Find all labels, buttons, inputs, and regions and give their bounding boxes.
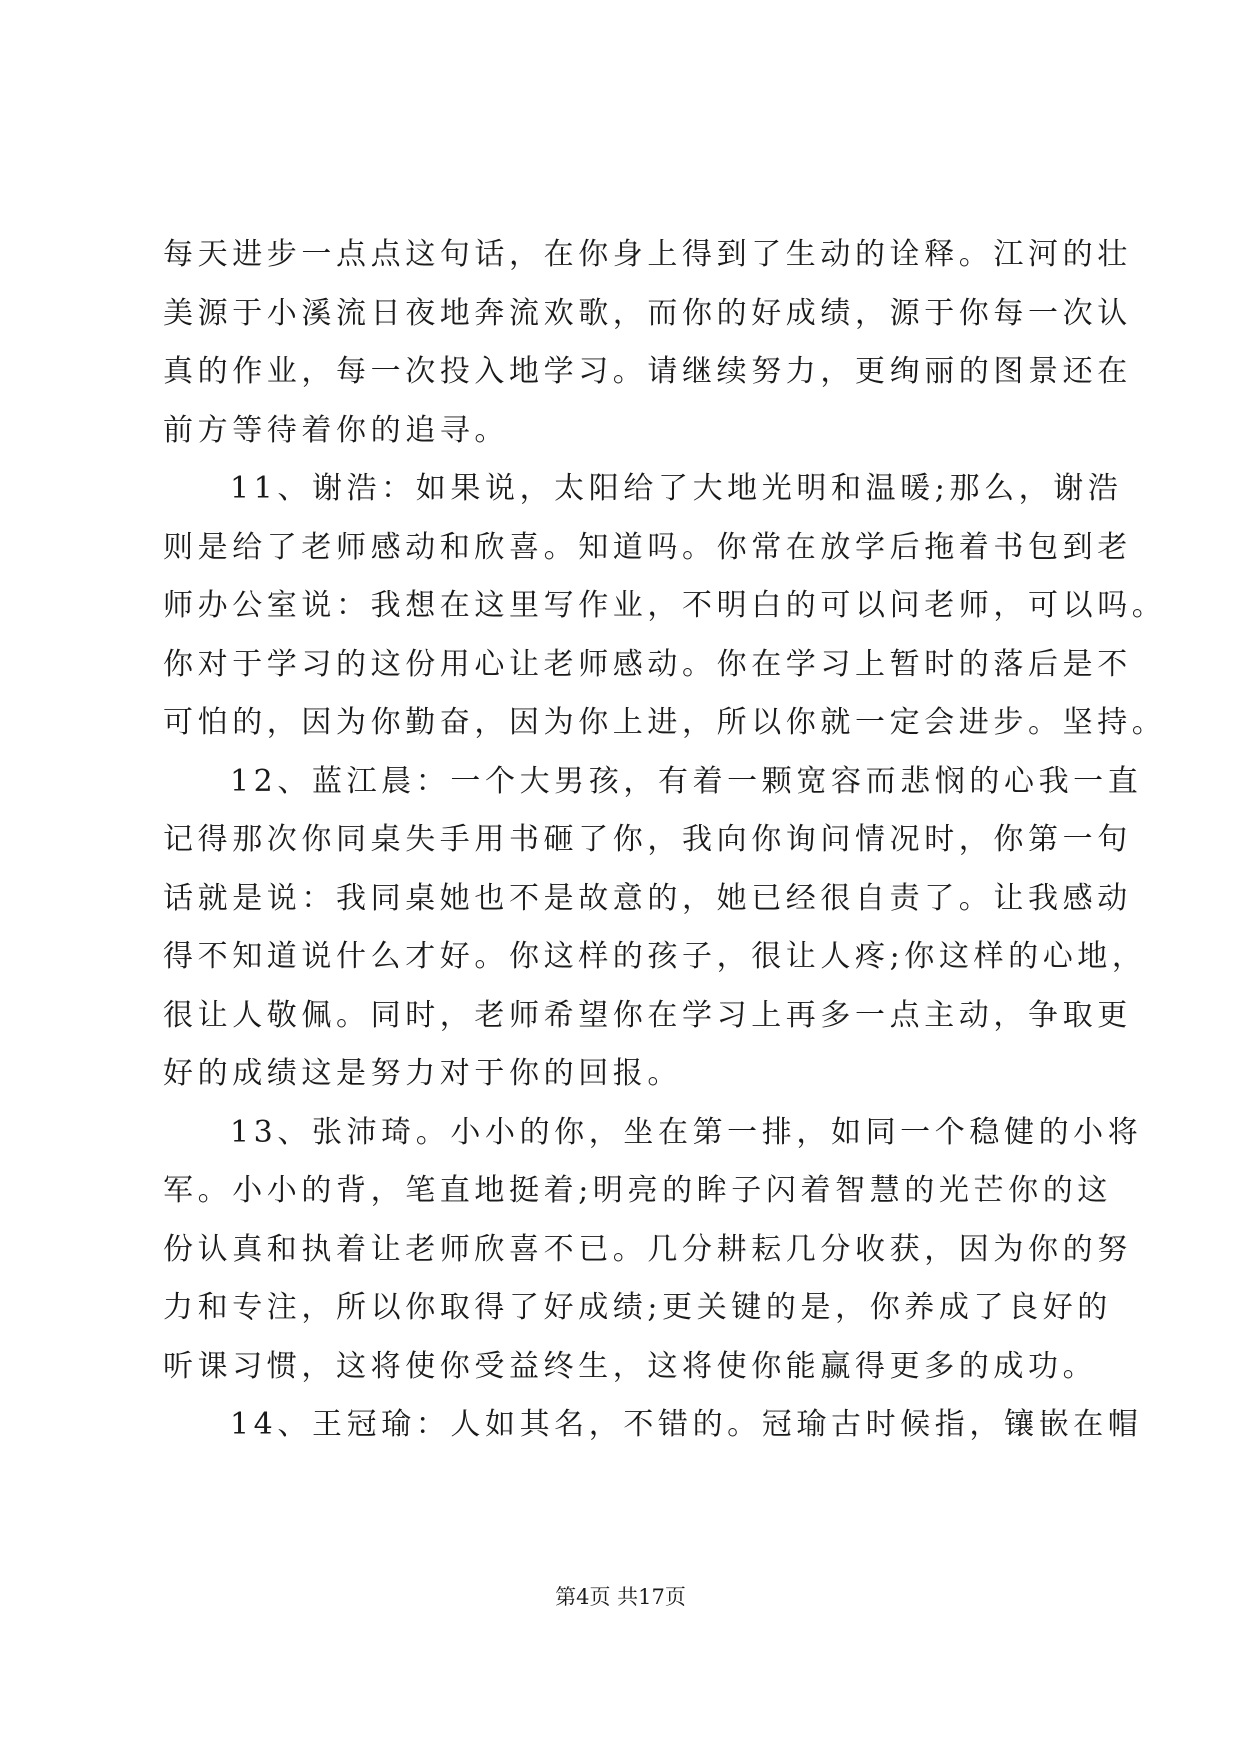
text-line: 力和专注，所以你取得了好成绩;更关键的是，你养成了良好的 <box>163 1290 1112 1325</box>
text-line: 11、谢浩：如果说，太阳给了大地光明和温暖;那么，谢浩 <box>230 471 1123 506</box>
paragraph-1 <box>163 226 1132 460</box>
text-line: 军。小小的背，笔直地挺着;明亮的眸子闪着智慧的光芒你的这 <box>163 1173 1112 1208</box>
text-line: 美源于小溪流日夜地奔流欢歌，而你的好成绩，源于你每一次认 <box>163 295 1132 331</box>
paragraph-4 <box>163 1104 1143 1397</box>
text-line: 每天进步一点点这句话，在你身上得到了生动的诠释。江河的壮 <box>163 237 1132 272</box>
text-line: 你对于学习的这份用心让老师感动。你在学习上暂时的落后是不 <box>163 646 1132 682</box>
text-line: 12、蓝江晨：一个大男孩，有着一颗宽容而悲悯的心我一直 <box>230 763 1143 799</box>
text-line: 记得那次你同桌失手用书砸了你，我向你询问情况时，你第一句 <box>163 822 1132 857</box>
text-line: 得不知道说什么才好。你这样的孩子，很让人疼;你这样的心地， <box>163 939 1147 974</box>
text-line: 好的成绩这是努力对于你的回报。 <box>163 1056 682 1091</box>
text-line: 师办公室说：我想在这里写作业，不明白的可以问老师，可以吗。 <box>163 588 1167 623</box>
text-line: 份认真和执着让老师欣喜不已。几分耕耘几分收获，因为你的努 <box>163 1231 1132 1267</box>
text-line: 13、张沛琦。小小的你，坐在第一排，如同一个稳健的小将 <box>230 1114 1143 1150</box>
text-line: 很让人敬佩。同时，老师希望你在学习上再多一点主动，争取更 <box>163 997 1132 1033</box>
paragraph-3 <box>163 753 1147 1104</box>
document-body <box>163 226 1167 1455</box>
text-line: 真的作业，每一次投入地学习。请继续努力，更绚丽的图景还在 <box>163 354 1132 389</box>
text-line: 可怕的，因为你勤奋，因为你上进，所以你就一定会进步。坚持。 <box>163 705 1167 740</box>
text-line: 话就是说：我同桌她也不是故意的，她已经很自责了。让我感动 <box>163 880 1132 916</box>
text-line: 则是给了老师感动和欣喜。知道吗。你常在放学后拖着书包到老 <box>163 529 1132 565</box>
text-line: 14、王冠瑜：人如其名，不错的。冠瑜古时候指，镶嵌在帽 <box>230 1407 1143 1442</box>
page-footer: 第4页 共17页 <box>555 1585 686 1609</box>
text-line: 听课习惯，这将使你受益终生，这将使你能赢得更多的成功。 <box>163 1348 1098 1384</box>
text-line: 前方等待着你的追寻。 <box>163 412 509 448</box>
paragraph-5 <box>163 1396 1143 1455</box>
paragraph-2 <box>163 460 1167 753</box>
